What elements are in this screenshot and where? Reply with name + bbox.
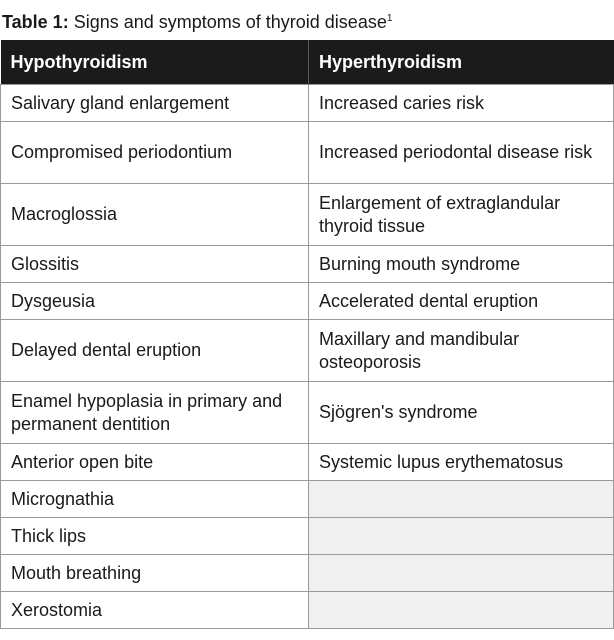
hypo-cell: Micrognathia	[1, 481, 309, 518]
hypo-cell: Salivary gland enlargement	[1, 85, 309, 122]
empty-cell	[309, 481, 614, 518]
hypo-cell: Anterior open bite	[1, 444, 309, 481]
empty-cell	[309, 518, 614, 555]
hypo-cell: Glossitis	[1, 246, 309, 283]
hypo-cell: Mouth breathing	[1, 555, 309, 592]
hyper-cell: Maxillary and mandibular osteoporosis	[309, 320, 614, 382]
table-row	[1, 283, 614, 320]
empty-cell	[309, 555, 614, 592]
header-row	[1, 40, 614, 85]
table-row	[1, 592, 614, 629]
hyper-cell: Accelerated dental eruption	[309, 283, 614, 320]
hyper-cell: Systemic lupus erythematosus	[309, 444, 614, 481]
hyper-cell: Enlargement of extraglandular thyroid tissue	[309, 184, 614, 246]
hypo-cell: Enamel hypoplasia in primary and permanent dentition	[1, 382, 309, 444]
header-hyperthyroidism: Hyperthyroidism	[309, 40, 614, 85]
hyper-cell: Burning mouth syndrome	[309, 246, 614, 283]
hyper-cell: Increased caries risk	[309, 85, 614, 122]
table-row	[1, 518, 614, 555]
empty-cell	[309, 592, 614, 629]
hypo-cell: Thick lips	[1, 518, 309, 555]
table-caption	[0, 0, 614, 40]
thyroid-symptoms-table	[0, 40, 614, 629]
caption-label: Table 1:	[2, 12, 69, 32]
hypo-cell: Xerostomia	[1, 592, 309, 629]
table-row	[1, 320, 614, 382]
hyper-cell: Sjögren's syndrome	[309, 382, 614, 444]
table-row	[1, 444, 614, 481]
header-hypothyroidism: Hypothyroidism	[1, 40, 309, 85]
table-row	[1, 481, 614, 518]
table-row	[1, 184, 614, 246]
hyper-cell: Increased periodontal disease risk	[309, 122, 614, 184]
hypo-cell: Compromised periodontium	[1, 122, 309, 184]
caption-text: Signs and symptoms of thyroid disease	[68, 12, 387, 32]
caption-footnote: 1	[386, 13, 393, 24]
table-row	[1, 122, 614, 184]
table-row	[1, 85, 614, 122]
hypo-cell: Dysgeusia	[1, 283, 309, 320]
hypo-cell: Delayed dental eruption	[1, 320, 309, 382]
table-row	[1, 382, 614, 444]
table-row	[1, 246, 614, 283]
hypo-cell: Macroglossia	[1, 184, 309, 246]
table-row	[1, 555, 614, 592]
